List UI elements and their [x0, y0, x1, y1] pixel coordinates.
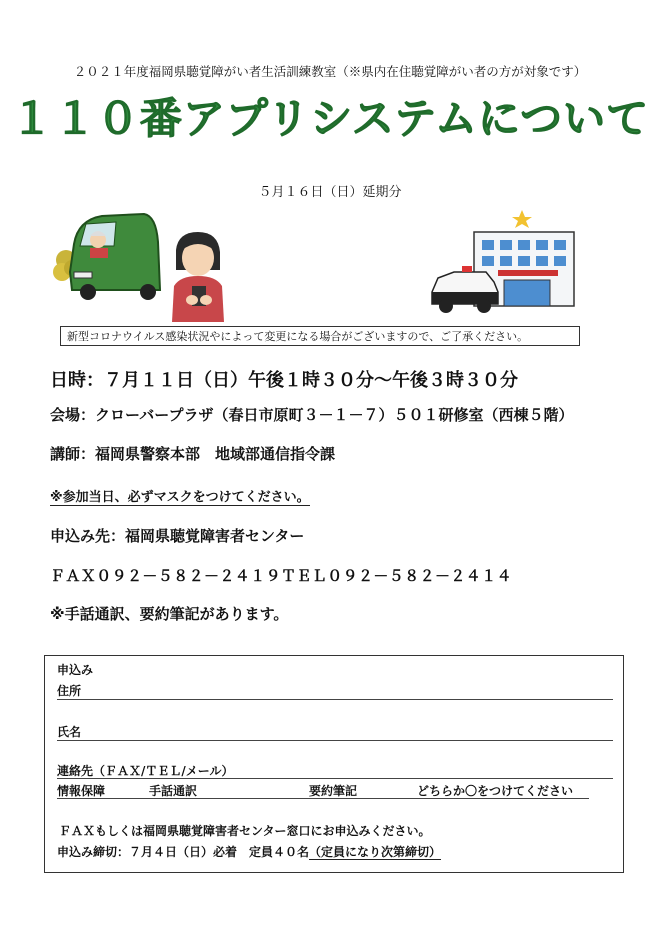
circle-instruction: どちらか〇をつけてください [417, 784, 574, 798]
contact-label: 連絡先（ＦＡＸ/ＴＥＬ/メール） [57, 764, 234, 778]
option-summary-writing[interactable]: 要約筆記 [309, 784, 358, 798]
event-subtitle: ２０２１年度福岡県聴覚障がい者生活訓練教室（※県内在住聴覚障がい者の方が対象です） [73, 64, 587, 79]
event-lecturer: 講師：福岡県警察本部 地域部通信指令課 [50, 445, 336, 463]
postponed-date: ５月１６日（日）延期分 [258, 185, 402, 200]
form-heading: 申込み [57, 663, 94, 677]
event-venue: 会場：クローバープラザ（春日市原町３－１－７）５０１研修室（西棟５階） [50, 406, 574, 424]
apply-to: 申込み先：福岡県聴覚障害者センター [50, 527, 305, 545]
covid-notice: 新型コロナウイルス感染状況やによって変更になる場合がございますので、ご了承ください。 [60, 326, 580, 346]
woman-phone-illustration [170, 230, 228, 322]
deadline: 申込み締切：７月４日（日）必着 定員４０名 [57, 845, 310, 859]
name-field[interactable] [57, 740, 613, 741]
event-datetime: 日時：７月１１日（日）午後１時３０分～午後３時３０分 [50, 370, 518, 391]
page-title: １１０番アプリシステムについて [10, 94, 650, 143]
contact-field[interactable] [57, 778, 613, 779]
police-station-illustration [428, 208, 578, 320]
mask-note: ※参加当日、必ずマスクをつけてください。 [50, 490, 310, 505]
info-support-line [57, 798, 589, 799]
option-sign-language[interactable]: 手話通訳 [149, 784, 198, 798]
deadline-note: （定員になり次第締切） [309, 845, 442, 859]
contact-numbers: ＦＡＸ０９２－５８２－２４１９ＴＥＬ０９２－５８２－２４１４ [50, 567, 513, 585]
application-form [44, 655, 624, 873]
car-illustration [52, 202, 162, 302]
name-label: 氏名 [57, 725, 82, 739]
info-support-label: 情報保障 [57, 784, 106, 798]
fax-note: ＦＡＸもしくは福岡県聴覚障害者センター窓口にお申込みください。 [59, 824, 431, 838]
address-label: 住所 [57, 684, 82, 698]
address-field[interactable] [57, 699, 613, 700]
support-note: ※手話通訳、要約筆記があります。 [50, 605, 289, 623]
